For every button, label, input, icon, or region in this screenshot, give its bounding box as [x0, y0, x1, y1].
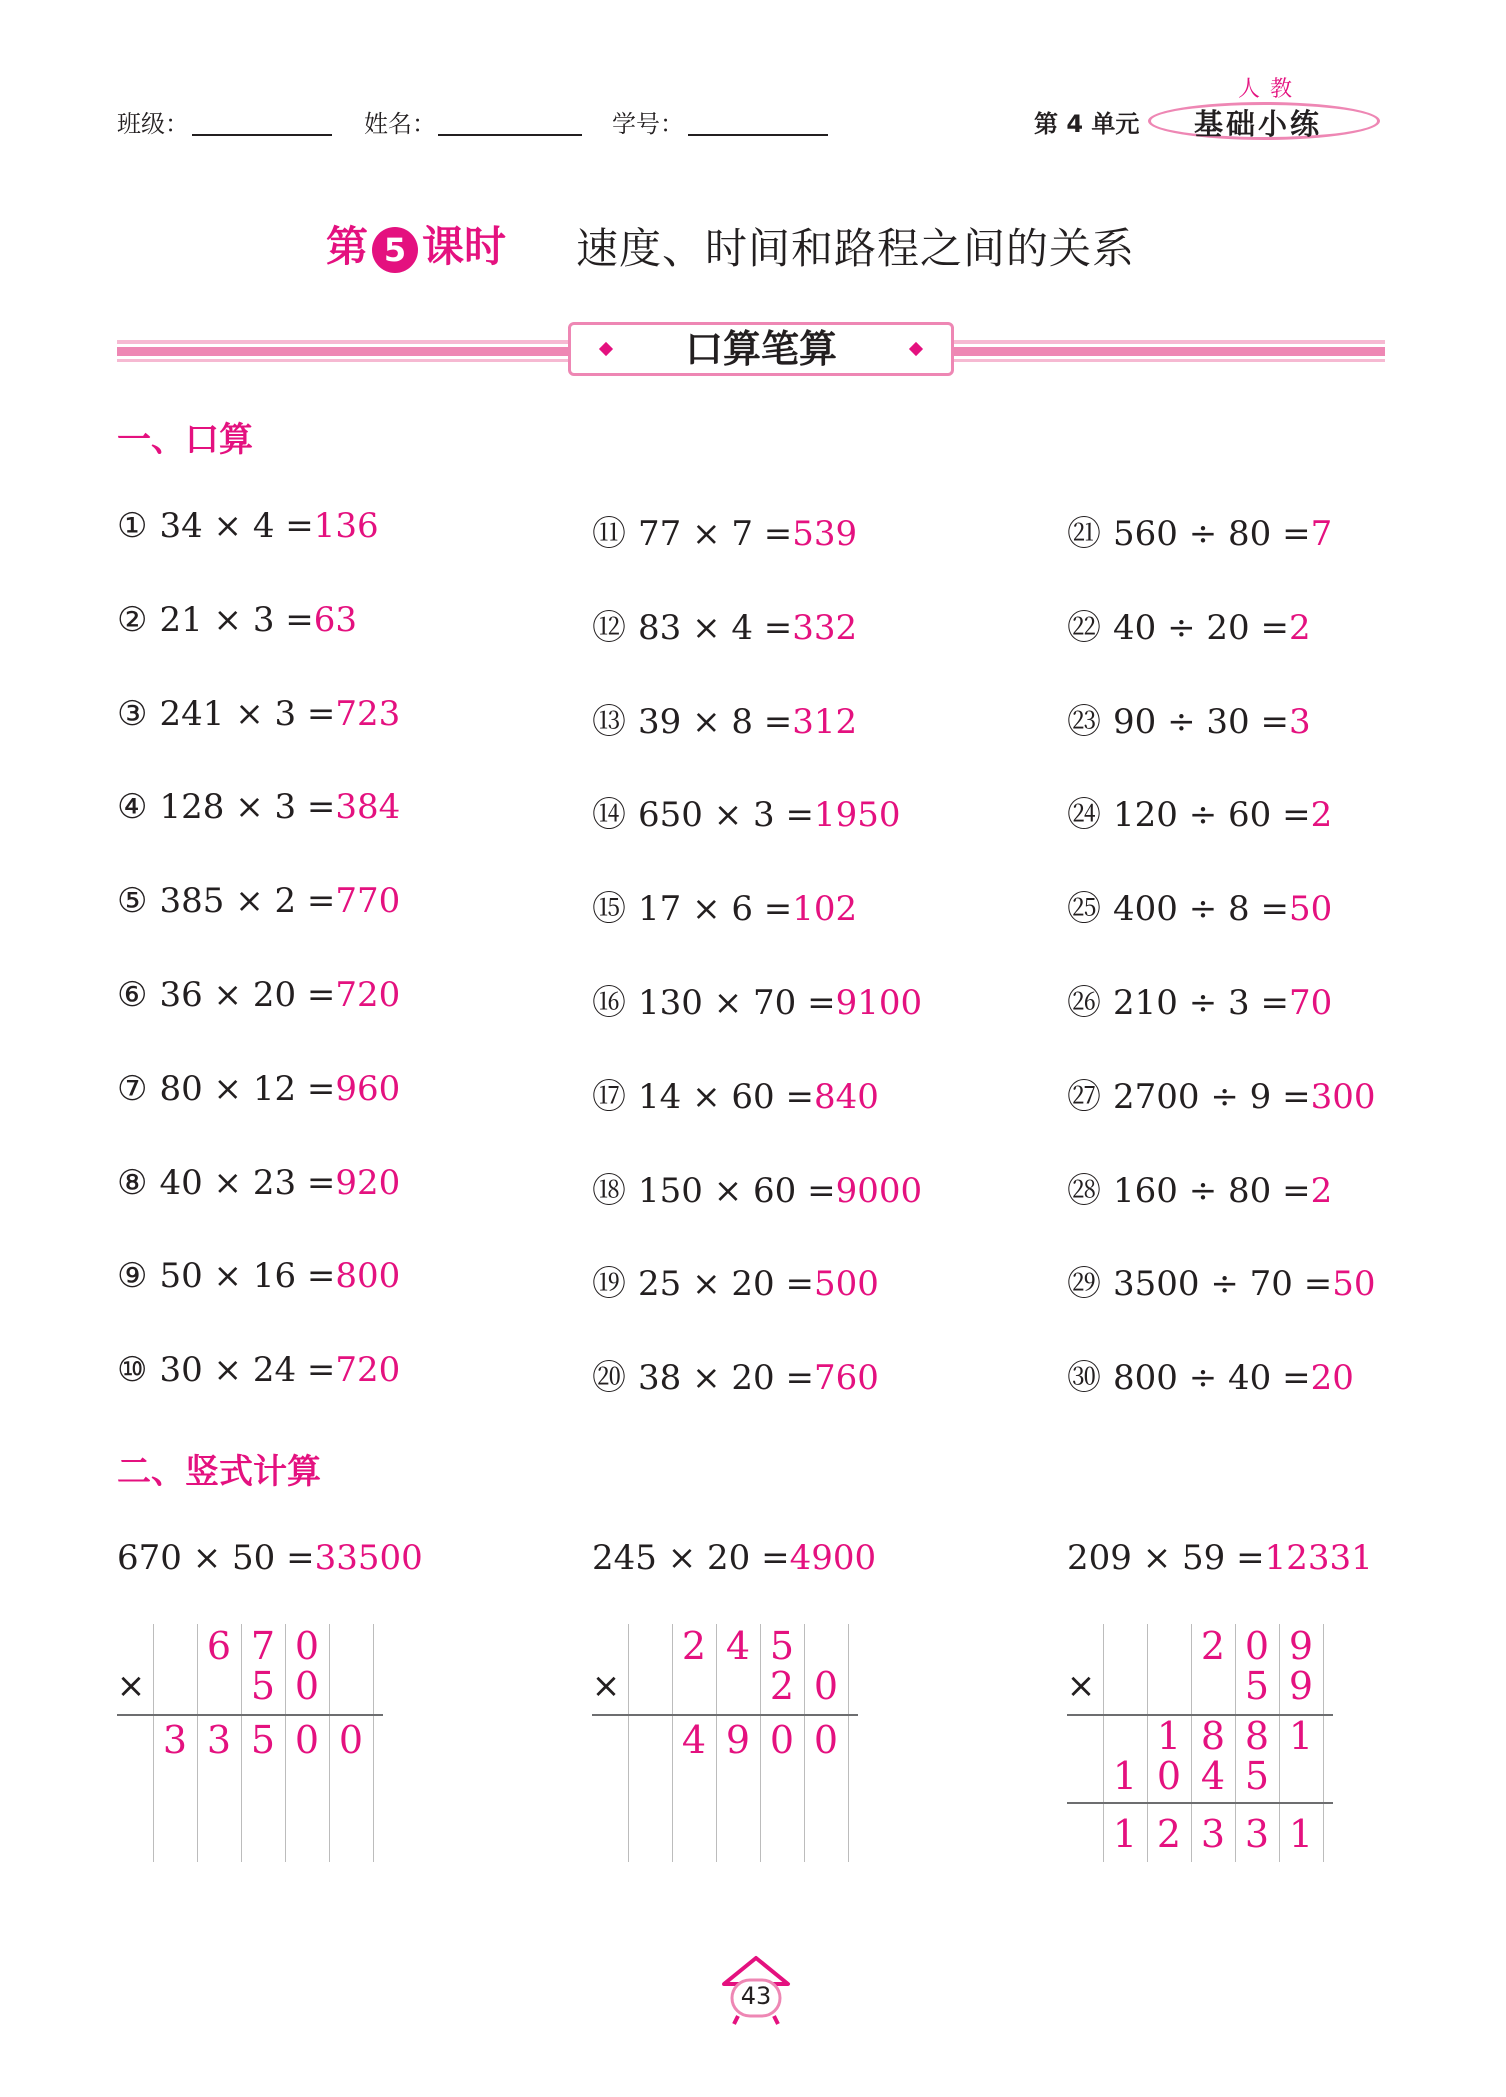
question-answer[interactable]: 760: [813, 1358, 879, 1398]
oral-question: [117, 694, 400, 734]
problem-expression: 670 × 50 =: [117, 1538, 315, 1578]
lesson-prefix: 第: [326, 222, 369, 271]
question-answer[interactable]: 300: [1310, 1077, 1376, 1117]
question-number: ⑯: [592, 983, 626, 1023]
question-number: ㉚: [1067, 1358, 1101, 1398]
times-sign: ×: [1066, 1666, 1096, 1706]
question-number: ⑪: [592, 514, 626, 554]
question-answer[interactable]: 2: [1288, 608, 1311, 648]
student-id-blank[interactable]: [688, 134, 828, 136]
question-answer[interactable]: 1950: [813, 795, 901, 835]
oral-question: [117, 975, 400, 1015]
question-number: ㉕: [1067, 889, 1101, 929]
question-expression: 400 ÷ 8 =: [1113, 889, 1289, 929]
brand-publisher: 人教: [1238, 77, 1303, 102]
question-answer[interactable]: 2: [1310, 1171, 1333, 1211]
question-number: ⑨: [117, 1256, 148, 1296]
question-number: ⑫: [592, 608, 626, 648]
partial-product-digit: 1: [1288, 1714, 1314, 1758]
question-expression: 3500 ÷ 70 =: [1113, 1264, 1333, 1304]
question-number: ②: [117, 600, 148, 640]
result-digit: 1: [1288, 1812, 1314, 1856]
question-expression: 90 ÷ 30 =: [1113, 702, 1289, 742]
partial-product-digit: 8: [1200, 1714, 1226, 1758]
question-answer[interactable]: 332: [792, 608, 858, 648]
question-answer[interactable]: 960: [335, 1069, 401, 1109]
oral-question: [592, 1069, 879, 1118]
question-expression: 39 × 8 =: [638, 702, 793, 742]
result-digit: 0: [813, 1718, 839, 1762]
oral-question: [117, 1350, 400, 1390]
result-digit: 0: [294, 1718, 320, 1762]
question-answer[interactable]: 500: [813, 1264, 879, 1304]
oral-question: [117, 600, 357, 640]
problem-expression: 209 × 59 =: [1067, 1538, 1265, 1578]
question-answer[interactable]: 50: [1332, 1264, 1376, 1304]
question-answer[interactable]: 136: [313, 506, 379, 546]
vertical-problem-expression: [592, 1538, 876, 1578]
result-digit: 3: [1244, 1812, 1270, 1856]
page-number: 43: [740, 1982, 772, 2010]
question-number: ㉙: [1067, 1264, 1101, 1304]
question-answer[interactable]: 63: [313, 600, 358, 640]
grid-line: [373, 1624, 374, 1862]
oral-question: [592, 1163, 922, 1212]
result-digit: 4: [681, 1718, 707, 1762]
oral-question: [1067, 600, 1311, 649]
partial-product-digit: 0: [1156, 1754, 1182, 1798]
question-expression: 77 × 7 =: [638, 514, 793, 554]
problem-answer[interactable]: 33500: [314, 1538, 423, 1578]
question-expression: 80 × 12 =: [159, 1069, 336, 1109]
question-answer[interactable]: 723: [335, 694, 401, 734]
question-answer[interactable]: 720: [335, 1350, 401, 1390]
brand-logo: [1148, 72, 1388, 144]
multiplicand-digit: 2: [1200, 1624, 1226, 1668]
brand-series: 基础小练: [1194, 107, 1323, 141]
part1-heading: 一、口算: [117, 420, 253, 460]
partial-product-digit: 5: [1244, 1754, 1270, 1798]
diamond-right-icon: [909, 342, 923, 356]
section-title-box: [568, 322, 954, 376]
oral-question: [117, 881, 400, 921]
question-answer[interactable]: 770: [335, 881, 401, 921]
question-number: ⑱: [592, 1171, 626, 1211]
problem-answer[interactable]: 4900: [789, 1538, 877, 1578]
question-answer[interactable]: 920: [335, 1163, 401, 1203]
multiplier-digit: 0: [813, 1664, 839, 1708]
question-expression: 160 ÷ 80 =: [1113, 1171, 1311, 1211]
question-answer[interactable]: 720: [335, 975, 401, 1015]
question-expression: 25 × 20 =: [638, 1264, 814, 1304]
question-expression: 385 × 2 =: [159, 881, 336, 921]
result-digit: 3: [162, 1718, 188, 1762]
lesson-suffix: 课时: [422, 222, 507, 271]
question-number: ⑭: [592, 795, 626, 835]
vertical-problem-expression: [117, 1538, 423, 1578]
question-answer[interactable]: 102: [792, 889, 858, 929]
vertical-problem-expression: [1067, 1538, 1373, 1578]
question-expression: 40 ÷ 20 =: [1113, 608, 1289, 648]
question-number: ⑰: [592, 1077, 626, 1117]
question-expression: 21 × 3 =: [159, 600, 314, 640]
question-expression: 130 × 70 =: [638, 983, 836, 1023]
times-sign: ×: [591, 1666, 621, 1706]
lesson-number-circle: 5: [372, 227, 418, 273]
oral-question: [117, 1256, 400, 1296]
question-number: ①: [117, 506, 148, 546]
partial-product-digit: 1: [1112, 1754, 1138, 1798]
oral-question: [592, 881, 857, 930]
oral-question: [1067, 1350, 1354, 1399]
question-expression: 650 × 3 =: [638, 795, 814, 835]
result-digit: 2: [1156, 1812, 1182, 1856]
question-number: ㉗: [1067, 1077, 1101, 1117]
question-number: ④: [117, 787, 148, 827]
oral-question: [1067, 506, 1332, 555]
result-digit: 3: [206, 1718, 232, 1762]
multiplicand-digit: 4: [725, 1624, 751, 1668]
multiplicand-digit: 5: [769, 1624, 795, 1668]
question-answer[interactable]: 20: [1310, 1358, 1354, 1398]
question-answer[interactable]: 312: [792, 702, 858, 742]
oral-question: [1067, 881, 1332, 930]
part2-heading: 二、竖式计算: [117, 1452, 321, 1492]
lesson-number: [326, 214, 506, 274]
question-answer[interactable]: 3: [1288, 702, 1311, 742]
oral-question: [1067, 975, 1332, 1024]
question-expression: 40 × 23 =: [159, 1163, 336, 1203]
question-answer[interactable]: 2: [1310, 795, 1333, 835]
result-digit: 3: [1200, 1812, 1226, 1856]
question-number: ③: [117, 694, 148, 734]
oral-question: [117, 1163, 400, 1203]
question-number: ㉖: [1067, 983, 1101, 1023]
partial-product-digit: 4: [1200, 1754, 1226, 1798]
problem-answer[interactable]: 12331: [1264, 1538, 1373, 1578]
multiplicand-digit: 6: [206, 1624, 232, 1668]
question-number: ⑥: [117, 975, 148, 1015]
oral-question: [1067, 1256, 1375, 1305]
multiplier-digit: 9: [1288, 1664, 1314, 1708]
oral-question: [1067, 694, 1311, 743]
question-number: ㉔: [1067, 795, 1101, 835]
class-label: 班级：: [117, 110, 189, 138]
multiplier-digit: 0: [294, 1664, 320, 1708]
diamond-left-icon: [599, 342, 613, 356]
question-number: ⑮: [592, 889, 626, 929]
question-answer[interactable]: 840: [813, 1077, 879, 1117]
section-title: 口算笔算: [684, 327, 837, 371]
oral-question: [592, 1350, 879, 1399]
student-id-label: 学号：: [612, 110, 684, 138]
multiplicand-digit: 0: [294, 1624, 320, 1668]
question-number: ㉘: [1067, 1171, 1101, 1211]
oral-question: [592, 975, 922, 1024]
partial-product-digit: 8: [1244, 1714, 1270, 1758]
question-expression: 36 × 20 =: [159, 975, 336, 1015]
result-digit: 0: [338, 1718, 364, 1762]
question-number: ⑩: [117, 1350, 148, 1390]
question-expression: 30 × 24 =: [159, 1350, 336, 1390]
question-expression: 800 ÷ 40 =: [1113, 1358, 1311, 1398]
question-expression: 128 × 3 =: [159, 787, 336, 827]
name-blank[interactable]: [438, 134, 582, 136]
question-expression: 241 × 3 =: [159, 694, 336, 734]
question-expression: 17 × 6 =: [638, 889, 793, 929]
question-number: ⑦: [117, 1069, 148, 1109]
question-answer[interactable]: 800: [335, 1256, 401, 1296]
multiplier-digit: 5: [1244, 1664, 1270, 1708]
oral-question: [1067, 1163, 1332, 1212]
oral-question: [117, 506, 379, 546]
multiplicand-digit: 7: [250, 1624, 276, 1668]
question-number: ㉓: [1067, 702, 1101, 742]
question-expression: 2700 ÷ 9 =: [1113, 1077, 1311, 1117]
question-answer[interactable]: 9000: [835, 1171, 923, 1211]
question-expression: 120 ÷ 60 =: [1113, 795, 1311, 835]
name-label: 姓名：: [364, 110, 436, 138]
multiplicand-digit: 0: [1244, 1624, 1270, 1668]
question-expression: 50 × 16 =: [159, 1256, 336, 1296]
oral-question: [592, 600, 857, 649]
question-expression: 150 × 60 =: [638, 1171, 836, 1211]
question-answer[interactable]: 7: [1310, 514, 1333, 554]
multiplicand-digit: 2: [681, 1624, 707, 1668]
question-number: ⑬: [592, 702, 626, 742]
question-number: ㉒: [1067, 608, 1101, 648]
question-expression: 83 × 4 =: [638, 608, 793, 648]
question-number: ⑤: [117, 881, 148, 921]
question-answer[interactable]: 9100: [835, 983, 923, 1023]
question-number: ⑧: [117, 1163, 148, 1203]
oral-question: [1067, 787, 1332, 836]
question-answer[interactable]: 539: [792, 514, 858, 554]
question-expression: 14 × 60 =: [638, 1077, 814, 1117]
times-sign: ×: [116, 1666, 146, 1706]
oral-question: [117, 1069, 400, 1109]
question-number: ㉑: [1067, 514, 1101, 554]
class-blank[interactable]: [192, 134, 332, 136]
question-expression: 34 × 4 =: [159, 506, 314, 546]
question-number: ⑲: [592, 1264, 626, 1304]
oral-question: [592, 506, 857, 555]
multiplier-digit: 5: [250, 1664, 276, 1708]
question-answer[interactable]: 70: [1288, 983, 1333, 1023]
result-digit: 0: [769, 1718, 795, 1762]
grid-line: [628, 1624, 629, 1862]
oral-question: [592, 787, 900, 836]
product-rule: [117, 1714, 383, 1716]
oral-question: [592, 1256, 879, 1305]
question-answer[interactable]: 384: [335, 787, 401, 827]
result-digit: 5: [250, 1718, 276, 1762]
result-digit: 9: [725, 1718, 751, 1762]
grid-line: [1323, 1624, 1324, 1862]
oral-question: [117, 787, 400, 827]
unit-label: 第 4 单元: [1034, 110, 1140, 138]
multiplier-digit: 2: [769, 1664, 795, 1708]
result-digit: 1: [1112, 1812, 1138, 1856]
product-rule: [592, 1714, 858, 1716]
question-number: ⑳: [592, 1358, 626, 1398]
multiplicand-digit: 9: [1288, 1624, 1314, 1668]
oral-question: [1067, 1069, 1375, 1118]
lesson-title: 速度、时间和路程之间的关系: [576, 224, 1136, 273]
oral-question: [592, 694, 857, 743]
partial-product-digit: 1: [1156, 1714, 1182, 1758]
question-expression: 38 × 20 =: [638, 1358, 814, 1398]
problem-expression: 245 × 20 =: [592, 1538, 790, 1578]
sum-rule: [1067, 1802, 1333, 1804]
question-answer[interactable]: 50: [1288, 889, 1333, 929]
question-expression: 560 ÷ 80 =: [1113, 514, 1311, 554]
question-expression: 210 ÷ 3 =: [1113, 983, 1289, 1023]
grid-line: [848, 1624, 849, 1862]
